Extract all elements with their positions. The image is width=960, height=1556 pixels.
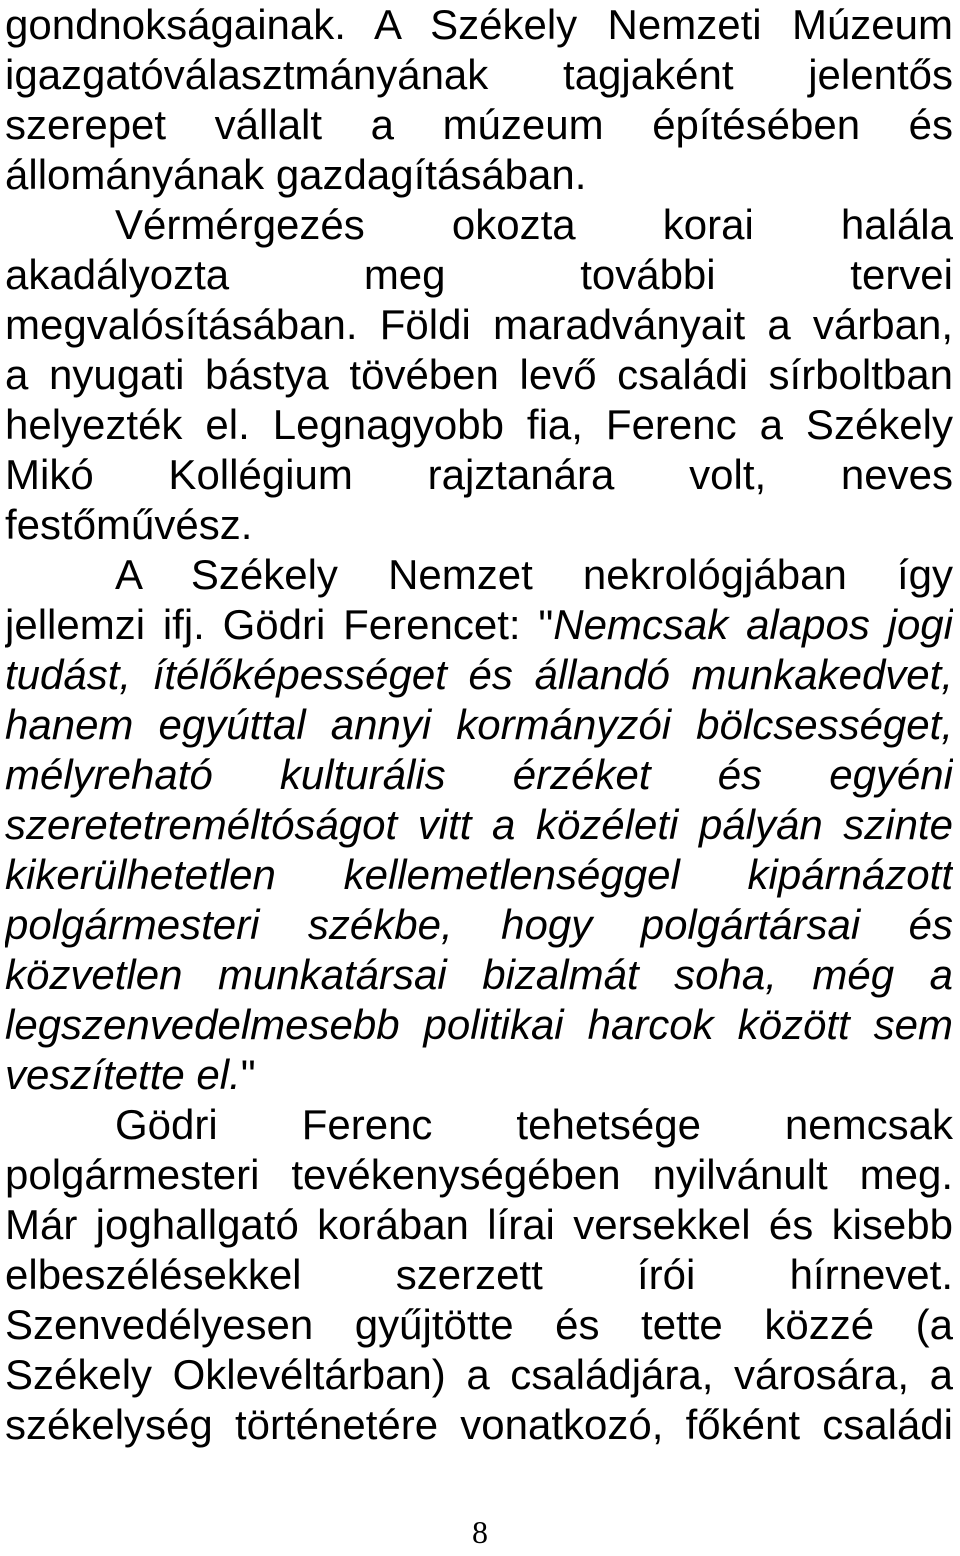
quote-segment: veszítette el. [5,1051,241,1098]
quote-line: közvetlen munkatársai bizalmát soha, még a [5,951,953,998]
text-line: Gödri Ferenc tehetsége nemcsak [115,1101,953,1148]
page-number: 8 [472,1514,488,1550]
text-line: Székely Oklevéltárban) a családjára, városára, a [5,1351,953,1398]
text-line: A Székely Nemzet nekrológjában így [115,551,953,598]
text-line: szerepet vállalt a múzeum építésében és [5,101,953,148]
text-line: akadályozta meg további tervei [5,251,953,298]
quote-line: tudást, ítélőképességet és állandó munkakedvet, [5,651,953,698]
quote-line: mélyreható kulturális érzéket és egyéni [5,751,953,798]
text-line: megvalósításában. Földi maradványait a várban, [5,301,953,348]
text-line [5,600,953,650]
text-line: elbeszélésekkel szerzett írói hírnevet. [5,1251,953,1298]
text-line: Szenvedélyesen gyűjtötte és tette közzé (a [5,1301,953,1348]
text-line: polgármesteri tevékenységében nyilvánult meg. [5,1151,953,1198]
text-segment: jellemzi ifj. Gödri Ferencet: " [5,601,554,648]
quote-line: legszenvedelmesebb politikai harcok között sem [5,1001,953,1048]
quote-line: hanem egyúttal annyi kormányzói bölcsességet, [5,701,953,748]
text-line: Már joghallgató korában lírai versekkel és kisebb [5,1201,953,1248]
text-line: a nyugati bástya tövében levő családi sírboltban [5,351,953,398]
quote-line: szeretetreméltóságot vitt a közéleti pályán szinte [5,801,953,848]
quote-line: polgármesteri székbe, hogy polgártársai és [5,901,953,948]
text-line: állományának gazdagításában. [5,151,587,198]
text-line: helyezték el. Legnagyobb fia, Ferenc a Székely [5,401,953,448]
quote-segment: Nemcsak alapos jogi [553,601,953,648]
text-line: Mikó Kollégium rajztanára volt, neves [5,451,953,498]
text-line: igazgatóválasztmányának tagjaként jelentős [5,51,953,98]
document-page [5,0,953,1450]
text-line: Vérmérgezés okozta korai halála [115,201,953,248]
text-line: székelység történetére vonatkozó, főként családi [5,1401,953,1448]
text-segment: " [240,1051,256,1098]
text-line: gondnokságainak. A Székely Nemzeti Múzeum [5,1,953,48]
quote-line: kikerülhetetlen kellemetlenséggel kipárnázott [5,851,953,898]
quote-line [5,1050,953,1100]
text-line: festőművész. [5,501,253,548]
